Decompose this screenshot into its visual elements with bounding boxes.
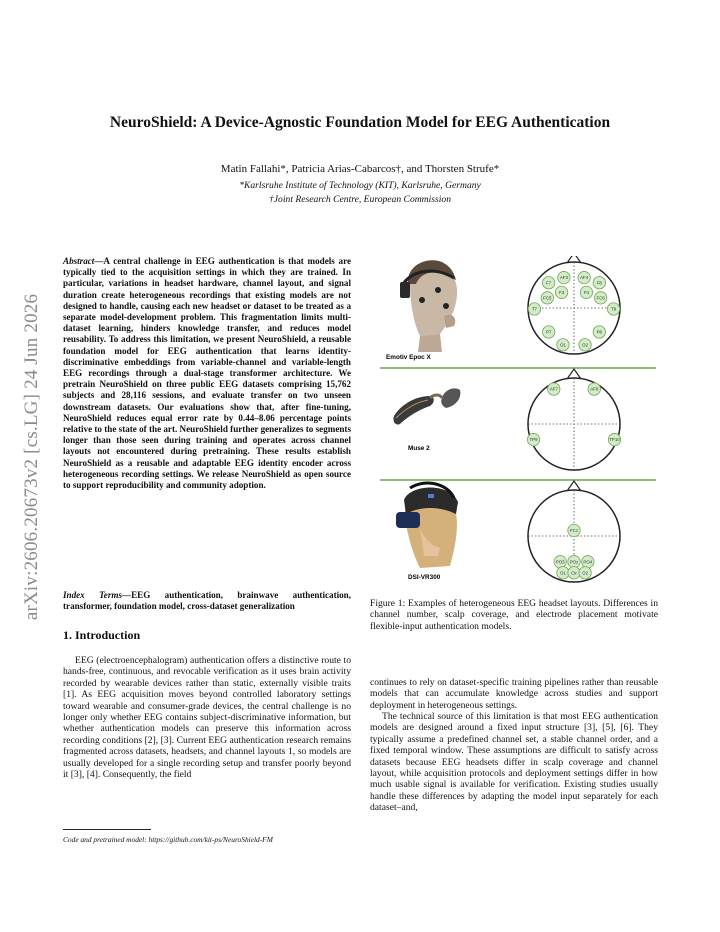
electrode-f4 [580, 286, 592, 298]
electrode-label: P7 [546, 329, 552, 335]
index-terms [63, 590, 351, 612]
electrode-t8 [607, 303, 619, 315]
electrode-p7 [543, 326, 555, 338]
electrode-f7 [543, 277, 555, 289]
electrode-f8 [593, 277, 605, 289]
electrode-f3 [555, 286, 567, 298]
abstract-text: —A central challenge in EEG authentication is that models are typically tied to the acquisition settings in which they are trained. In particular, variations in headset hardware, channel layout, and signal duration create heterogeneous recordings that existing models are not designed to handle, causing each new headset or dataset to be treated as a separate model-development problem. This fragmentation limits multi-dataset learning, hinders knowledge transfer, and reduces model reusability. To address this limitation, we present NeuroShield, a reusable foundation model for EEG authentication that learns identity-discriminative embeddings from variable-channel and variable-length EEG recordings through a dual-stage transformer architecture. We pretrain NeuroShield on three public EEG datasets comprising 15,762 subjects and 28,116 sessions, and evaluate transfer on two unseen downstream datasets. Our evaluations show that, after fine-tuning, NeuroShield reduces equal error rate by 0.44–8.06 percentage points relative to the state of the art. NeuroShield further generalizes to segments longer than those seen during training and operates across channel layouts not encountered during pretraining. These results establish NeuroShield as a reusable and adaptable EEG identity encoder across heterogeneous recording settings. We release NeuroShield as open source to support reproducibility and community adoption. [63, 256, 351, 491]
electrode-po4 [582, 556, 594, 568]
electrode-poz [568, 556, 580, 568]
electrode-fc6 [594, 292, 606, 304]
electrode-o1 [557, 567, 569, 579]
electrode-fcz [568, 524, 580, 536]
electrode-label: O2 [582, 570, 588, 576]
electrode-tp9 [527, 433, 539, 445]
electrode-fc5 [541, 292, 553, 304]
electrode-label: P8 [596, 329, 602, 335]
electrode-label: F7 [546, 280, 552, 286]
electrode-label: PO4 [583, 559, 593, 565]
muse-label: Muse 2 [408, 445, 430, 452]
section-heading: 1. Introduction [63, 628, 141, 642]
electrode-o1 [557, 339, 569, 351]
body-paragraph: continues to rely on dataset-specific training pipelines rather than reusable models that can accumulate knowledge across studies and support deployment in heterogeneous settings. [370, 677, 658, 711]
electrode-label: AF7 [549, 386, 558, 392]
dsi-vr300-photo [396, 483, 458, 568]
emotiv-headset-photo [400, 260, 457, 352]
figure-headset-layouts [380, 256, 656, 586]
electrode-po3 [554, 556, 566, 568]
electrode-tp10 [608, 433, 620, 445]
electrode-label: T8 [610, 306, 617, 312]
footnote-divider [63, 829, 151, 830]
muse-headband-photo [393, 388, 460, 424]
electrode-af8 [588, 383, 600, 395]
electrode-t7 [528, 303, 540, 315]
arxiv-stamp [12, 262, 52, 652]
electrode-label: Oz [571, 570, 577, 576]
footnote: Code and pretrained model: https://github.com/kit-ps/NeuroShield-FM [63, 835, 273, 844]
electrode-label: O1 [560, 570, 566, 576]
electrode-label: FC5 [543, 295, 552, 301]
electrode-label: T7 [531, 306, 538, 312]
body-paragraph: The technical source of this limitation is that most EEG authentication models are designed around a fixed input structure [3], [5], [6]. They typically assume a predefined channel set, a stable channel order, and a fixed temporal window. These assumptions are difficult to satisfy across datasets because EEG headsets differ in scalp coverage and channel layout, while acquisition protocols and deployment settings differ in how much usable signal is available for verification. Existing studies usually handle these differences by adapting the model input separately for each dataset–and, [370, 711, 658, 814]
figure-caption: Figure 1: Examples of heterogeneous EEG headset layouts. Differences in channel number, scalp coverage, and electrode placement motivate flexible-input authentication models. [370, 598, 658, 632]
emotiv-electrode-map [528, 256, 620, 354]
electrode-label: AF3 [559, 275, 568, 281]
electrode-label: POz [569, 559, 579, 565]
electrode-af7 [548, 383, 560, 395]
affiliation-kit: *Karlsruhe Institute of Technology (KIT), Karlsruhe, Germany [239, 180, 481, 191]
electrode-o2 [579, 339, 591, 351]
index-terms-text: —EEG authentication, brainwave authentication, transformer, foundation model, cross-dataset generalization [63, 590, 351, 612]
electrode-label: O1 [560, 342, 566, 348]
electrode-label: F4 [583, 289, 589, 295]
electrode-label: FCz [569, 528, 579, 534]
muse-electrode-map [527, 369, 620, 470]
emotiv-label: Emotiv Epoc X [386, 354, 431, 361]
arxiv-identifier: arXiv:2606.20673v2 [cs.LG] 24 Jun 2026 [21, 293, 42, 621]
abstract-label: Abstract [63, 256, 95, 266]
dsi-label: DSI-VR300 [408, 574, 441, 581]
electrode-label: FC6 [596, 295, 605, 301]
electrode-label: AF8 [590, 386, 599, 392]
electrode-label: PO3 [555, 559, 565, 565]
electrode-oz [568, 567, 580, 579]
electrode-label: F8 [596, 280, 602, 286]
paper-title: NeuroShield: A Device-Agnostic Foundation Model for EEG Authentication [109, 114, 611, 131]
electrode-label: F3 [559, 289, 565, 295]
electrode-label: TP9 [529, 437, 538, 443]
intro-paragraph: EEG (electroencephalogram) authentication offers a distinctive route to hands-free, continuous, and revocable verification as it uses brain activity recorded by wearable devices rather than static, externally visible traits [1]. As EEG acquisition moves beyond controlled laboratory settings toward wearable and consumer-grade devices, the central challenge is no longer only whether EEG contains subject-discriminative information, but whether authentication models can preserve this information across recording conditions [2], [3]. Current EEG authentication research remains fragmented across datasets, headsets, and channel layouts 1, so models are usually developed for a single recording setup and transfer poorly beyond it [3], [4]. Consequently, the field [63, 655, 351, 781]
affiliation-jrc: †Joint Research Centre, European Commission [269, 194, 451, 205]
author-list: Matin Fallahi*, Patricia Arias-Cabarcos†, and Thorsten Strufe* [220, 163, 500, 175]
electrode-label: O2 [582, 342, 588, 348]
index-terms-label: Index Terms [63, 590, 122, 600]
abstract [63, 256, 351, 491]
electrode-label: AF4 [580, 275, 589, 281]
electrode-af3 [558, 271, 570, 283]
dsi-electrode-map [528, 481, 620, 582]
electrode-o2 [579, 567, 591, 579]
electrode-p8 [593, 326, 605, 338]
electrode-label: TP10 [609, 437, 620, 443]
electrode-af4 [578, 271, 590, 283]
